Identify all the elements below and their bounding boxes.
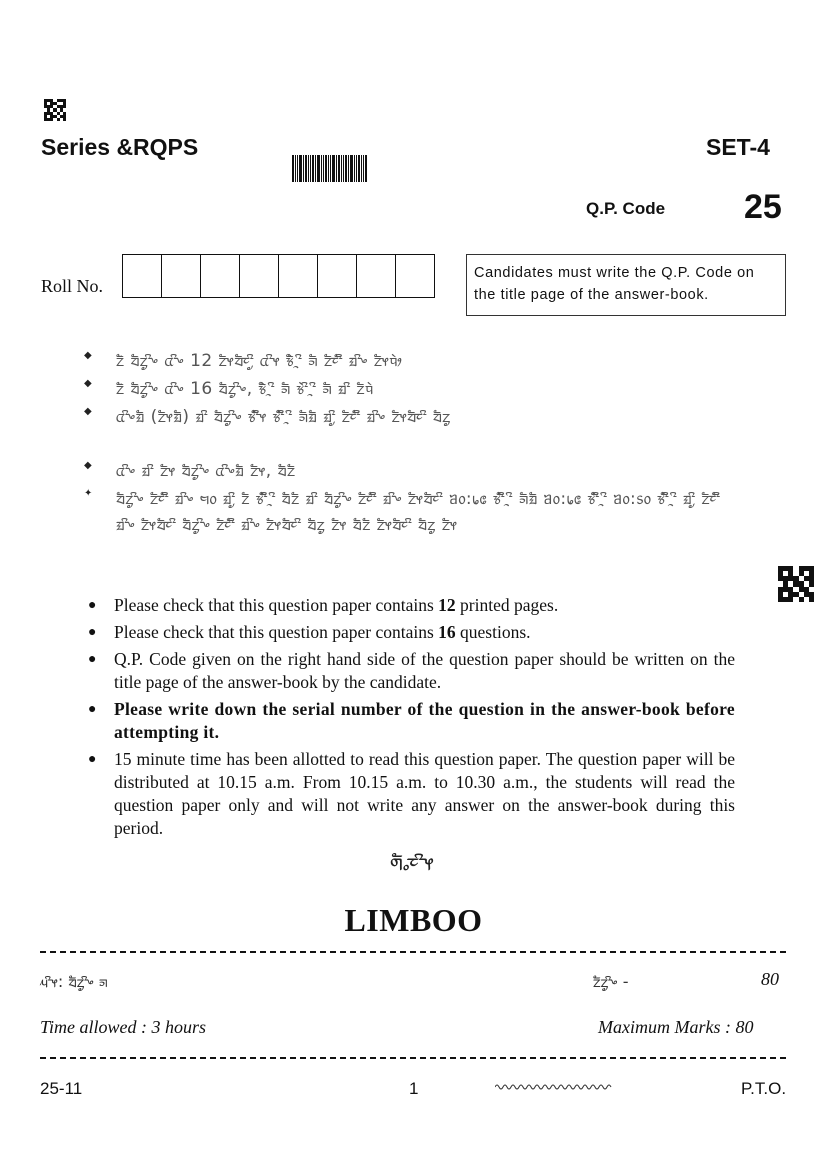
instruction-item — [85, 621, 735, 644]
qp-code-notice: Candidates must write the Q.P. Code on the title page of the answer-book. — [466, 254, 786, 316]
limbu-marks-label: ᤁᤠᤁᤢᤡᤴ - — [593, 972, 629, 991]
instruction-text: printed pages. — [455, 595, 559, 615]
instruction-text: 15 minute time has been allotted to read this question paper. The question paper will be distributed at 10.15 a.m. From 10.15 a.m. to 10.30 a.m., the students will read the question paper only and will not write any answer on the answer-book during this period. — [114, 749, 735, 838]
bullet-dot-icon: ● — [88, 752, 97, 767]
instruction-text: Please check that this question paper contains — [114, 622, 439, 642]
wavy-line-decoration — [495, 1083, 613, 1091]
bullet-dot-icon: ● — [88, 702, 97, 717]
instruction-bold: 16 — [438, 622, 456, 642]
diamond-bullet-icon: ◆ — [84, 350, 92, 361]
maximum-marks: Maximum Marks : 80 — [598, 1017, 754, 1037]
bullet-dot-icon: ● — [88, 652, 97, 667]
qp-code-label: Q.P. Code — [586, 199, 666, 218]
qr-code-top — [44, 99, 66, 121]
barcode — [292, 155, 380, 182]
qp-code-value: 25 — [744, 188, 782, 226]
set-label: SET-4 — [706, 134, 770, 160]
diamond-bullet-icon: ◆ — [84, 406, 92, 417]
page-number: 1 — [409, 1079, 419, 1098]
instruction-bold: Please write down the serial number of the question in the answer-book before attempting it. — [114, 699, 735, 742]
limbu-instruction-text: ᤔᤠᤁᤢᤡᤴ ᤁᤠᤰᤡᤠ ᤀᤡᤴ ᤗ᥆ ᤀᤡᤢ ᤁᤠ ᤃᤡᤧᤠᤳᤡ ᤔᤠᤁᤠ ᤀᤡ ᤔᤠᤁᤢᤡᤴ ᤁᤠᤰᤡᤠ ᤀᤡᤴ ᤁᤠᤶᤔᤠᤰᤡ ᥑ᥆:᥇᥋ ᤃᤡᤧᤠᤳᤡ ᤈᤠᤀᤠ ᥑ᥆:᥇᥋ ᤃᤡᤧᤠᤳᤡ ᥑ᥆:᥉᥆ ᤃᤡᤧᤠᤳᤡ ᤀᤡᤢ ᤁᤠᤰᤡᤠ ᤀᤡᤴ ᤁᤠᤶᤔᤠᤰᤡ ᤔᤠᤁᤢᤡᤴ ᤁᤠᤰᤡᤠ ᤀᤡᤴ ᤁᤠᤶᤔᤠᤰᤡ ᤔᤠᤁᤢ ᤁᤠᤶ ᤔᤠᤁᤠ ᤁᤠᤶᤔᤠᤰᤡ ᤔᤠᤁᤢ ᤁᤠᤶ — [116, 489, 721, 535]
instruction-item — [85, 648, 735, 694]
limbu-instruction-item — [84, 376, 744, 404]
separator-bottom — [40, 1057, 786, 1059]
diamond-bullet-icon: ✦ — [84, 488, 93, 499]
diamond-bullet-icon: ◆ — [84, 460, 92, 471]
limbu-marks-number: 80 — [761, 969, 779, 989]
footer-code: 25-11 — [40, 1079, 83, 1098]
instruction-item — [85, 698, 735, 744]
roll-number-boxes[interactable] — [122, 254, 435, 298]
subject-limbu-name: ᤛᤠᤱᤰᤡᤶ — [390, 848, 434, 876]
instruction-text: Please check that this question paper contains — [114, 595, 439, 615]
qr-code-side — [778, 566, 814, 602]
subject-title: LIMBOO — [344, 902, 483, 938]
bullet-dot-icon: ● — [88, 625, 97, 640]
limbu-instruction-item — [84, 458, 744, 486]
bullet-dot-icon: ● — [88, 598, 97, 613]
instruction-bold: 12 — [438, 595, 456, 615]
english-instructions — [85, 594, 735, 844]
roll-label: Roll No. — [41, 276, 104, 296]
limbu-instruction-item — [84, 486, 744, 590]
instruction-item — [85, 594, 735, 617]
series-label: Series &RQPS — [41, 134, 199, 160]
limbu-instruction-text: ᤂᤡᤴᤀᤠ (ᤁᤠᤶᤀᤠ) ᤀᤡ ᤔᤠᤁᤢᤡᤴ ᤃᤡᤧᤠᤶ ᤃᤡᤧᤠᤳᤡ ᤈᤠᤀᤠ ᤀᤡᤢ ᤁᤠᤰᤡᤠ ᤀᤡᤴ ᤁᤠᤶᤔᤠᤰᤡ ᤔᤠᤁᤢ — [116, 407, 451, 427]
instruction-item — [85, 748, 735, 840]
separator-top — [40, 951, 786, 953]
limbu-instruction-text: ᤁ᤺ᤠ ᤔᤠᤁᤢᤡᤴ ᤂᤡᤴ 12 ᤁᤠᤶᤔᤠᤰᤡᤢ ᤂᤡᤶ ᤃᤧᤠᤳᤡ ᤈᤠ ᤁᤠᤰᤡᤠ ᤀᤡᤴ ᤁᤠᤶᤄᤧᤣ — [116, 351, 403, 371]
limbu-time-label: ᤘᤡᤶ: ᤔᤠᤁᤢᤡᤴ ᤈ — [40, 972, 108, 991]
instruction-text: Q.P. Code given on the right hand side of the question paper should be written on the title page of the answer-book by the candidate. — [114, 649, 735, 692]
instruction-text: questions. — [455, 622, 531, 642]
diamond-bullet-icon: ◆ — [84, 378, 92, 389]
time-allowed: Time allowed : 3 hours — [40, 1017, 207, 1037]
limbu-instruction-item — [84, 348, 744, 376]
limbu-instructions — [84, 348, 744, 590]
pto-label: P.T.O. — [741, 1079, 787, 1098]
limbu-instruction-item — [84, 404, 744, 458]
limbu-instruction-text: ᤂᤡᤴ ᤀᤡ ᤁᤠᤶ ᤔᤠᤁᤢᤡᤴ ᤂᤡᤴᤀᤠ ᤁᤠᤶ, ᤔᤠᤁᤠ — [116, 461, 296, 481]
limbu-instruction-text: ᤁ᤺ᤠ ᤔᤠᤁᤢᤡᤴ ᤂᤡᤴ 16 ᤔᤠᤁᤢᤡᤴ, ᤃᤧᤠᤳᤡ ᤈᤠ ᤃᤧᤡᤳᤡ ᤈᤠ ᤀᤡ ᤁᤠᤄᤧ — [116, 379, 374, 399]
